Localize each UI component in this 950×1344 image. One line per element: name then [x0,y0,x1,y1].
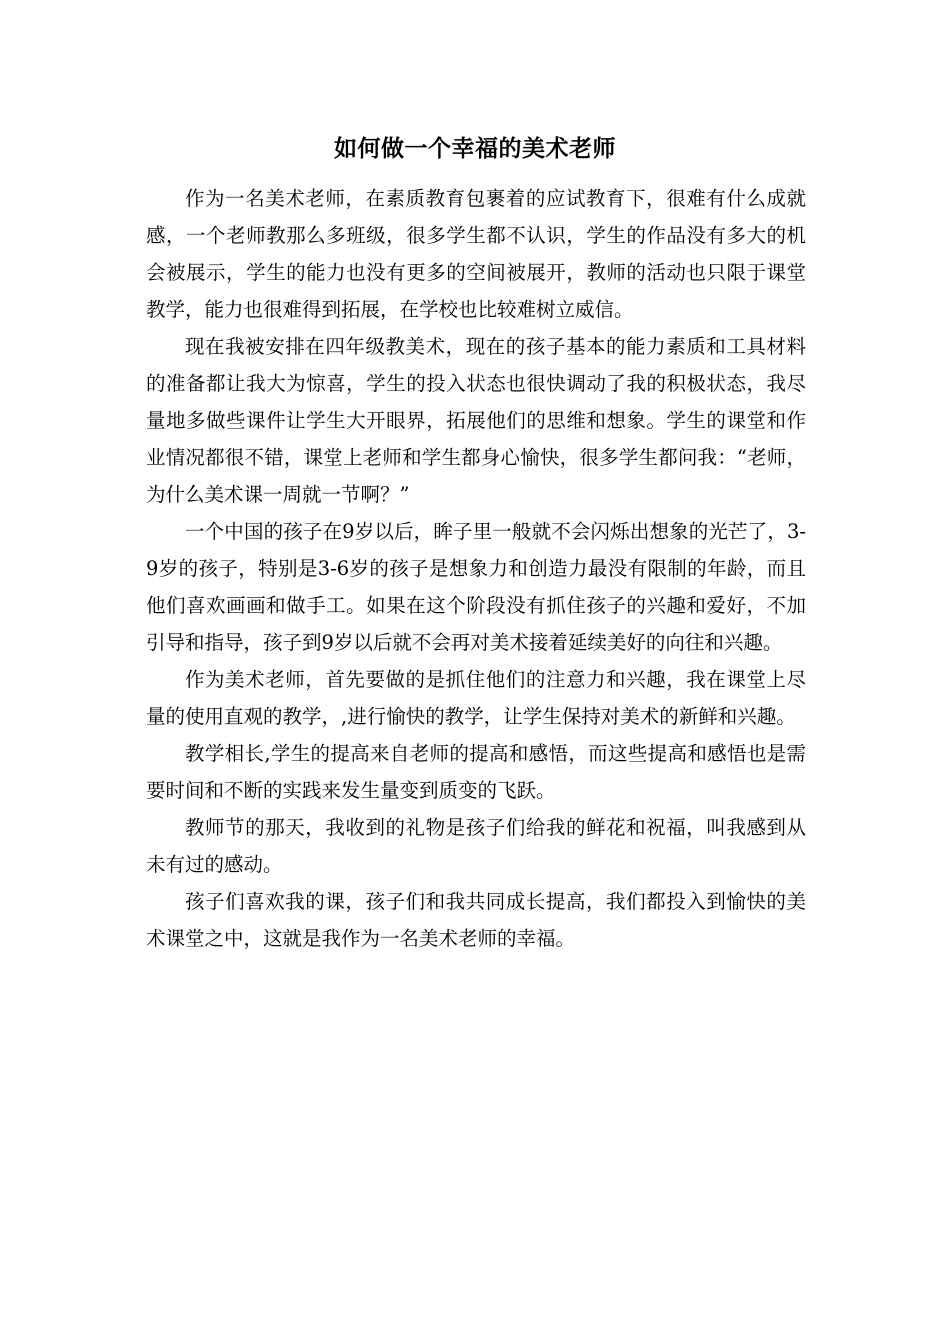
paragraph-6: 教师节的那天，我收到的礼物是孩子们给我的鲜花和祝福，叫我感到从未有过的感动。 [146,816,806,876]
paragraph-5: 教学相长,学生的提高来自老师的提高和感悟，而这些提高和感悟也是需要时间和不断的实践来发生量变到质变的飞跃。 [146,742,806,802]
paragraph-1: 作为一名美术老师，在素质教育包裹着的应试教育下，很难有什么成就感，一个老师教那么多班级，很多学生都不认识，学生的作品没有多大的机会被展示，学生的能力也没有更多的空间被展开，教师的活动也只限于课堂教学，能力也很难得到拓展，在学校也比较难树立威信。 [146,187,806,321]
paragraph-4: 作为美术老师，首先要做的是抓住他们的注意力和兴趣，我在课堂上尽量的使用直观的教学，,进行愉快的教学，让学生保持对美术的新鲜和兴趣。 [146,668,806,728]
paragraph-3: 一个中国的孩子在9岁以后，眸子里一般就不会闪烁出想象的光芒了，3-9岁的孩子，特别是3-6岁的孩子是想象力和创造力最没有限制的年龄，而且他们喜欢画画和做手工。如果在这个阶段没有抓住孩子的兴趣和爱好，不加引导和指导，孩子到9岁以后就不会再对美术接着延续美好的向往和兴趣。 [146,520,806,654]
paragraph-2: 现在我被安排在四年级教美术，现在的孩子基本的能力素质和工具材料的准备都让我大为惊喜，学生的投入状态也很快调动了我的积极状态，我尽量地多做些课件让学生大开眼界，拓展他们的思维和想象。学生的课堂和作业情况都很不错，课堂上老师和学生都身心愉快，很多学生都问我：“老师，为什么美术课一周就一节啊？” [146,335,806,506]
paragraph-7: 孩子们喜欢我的课，孩子们和我共同成长提高，我们都投入到愉快的美术课堂之中，这就是我作为一名美术老师的幸福。 [146,890,806,950]
page-title: 如何做一个幸福的美术老师 [334,135,616,162]
document-body [146,180,806,957]
